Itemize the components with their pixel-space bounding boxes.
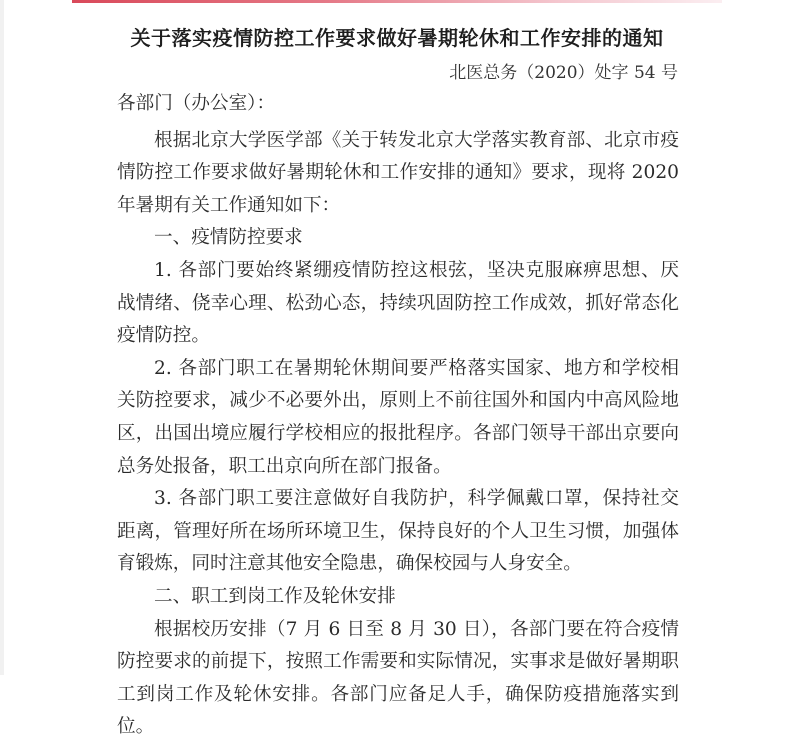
salutation: 各部门（办公室）： <box>117 93 276 114</box>
section-heading-1: 一、疫情防控要求 <box>154 227 303 249</box>
scan-edge <box>0 0 4 675</box>
section-heading-2: 二、职工到岗工作及轮休安排 <box>154 585 396 607</box>
document-title: 关于落实疫情防控工作要求做好暑期轮休和工作安排的通知 <box>130 26 664 50</box>
section-1-item-3: 3. 各部门职工要注意做好自我防护，科学佩戴口罩，保持社交距离，管理好所在场所环境卫生，保持良好的个人卫生习惯，加强体育锻炼，同时注意其他安全隐患，确保校园与人身安全。 <box>117 488 679 575</box>
intro-paragraph: 根据北京大学医学部《关于转发北京大学落实教育部、北京市疫情防控工作要求做好暑期轮休和工作安排的通知》要求，现将 2020 年暑期有关工作通知如下： <box>117 129 679 216</box>
section-1-item-1: 1. 各部门要始终紧绷疫情防控这根弦，坚决克服麻痹思想、厌战情绪、侥幸心理、松劲心态，持续巩固防控工作成效，抓好常态化疫情防控。 <box>117 259 679 347</box>
document-body <box>117 88 679 744</box>
section-2-paragraph: 根据校历安排（7 月 6 日至 8 月 30 日），各部门要在符合疫情防控要求的前提下，按照工作需要和实际情况，实事求是做好暑期职工到岗工作及轮休安排。各部门应备足人手，确保防疫措施落实到位。 <box>117 618 679 738</box>
document-number: 北医总务（2020）处字 54 号 <box>449 63 678 83</box>
section-1-item-2: 2. 各部门职工在暑期轮休期间要严格落实国家、地方和学校相关防控要求，减少不必要外出，原则上不前往国外和国内中高风险地区，出国出境应履行学校相应的报批程序。各部门领导干部出京要向总务处报备，职工出京向所在部门报备。 <box>117 357 679 477</box>
red-header-rule <box>72 0 722 3</box>
